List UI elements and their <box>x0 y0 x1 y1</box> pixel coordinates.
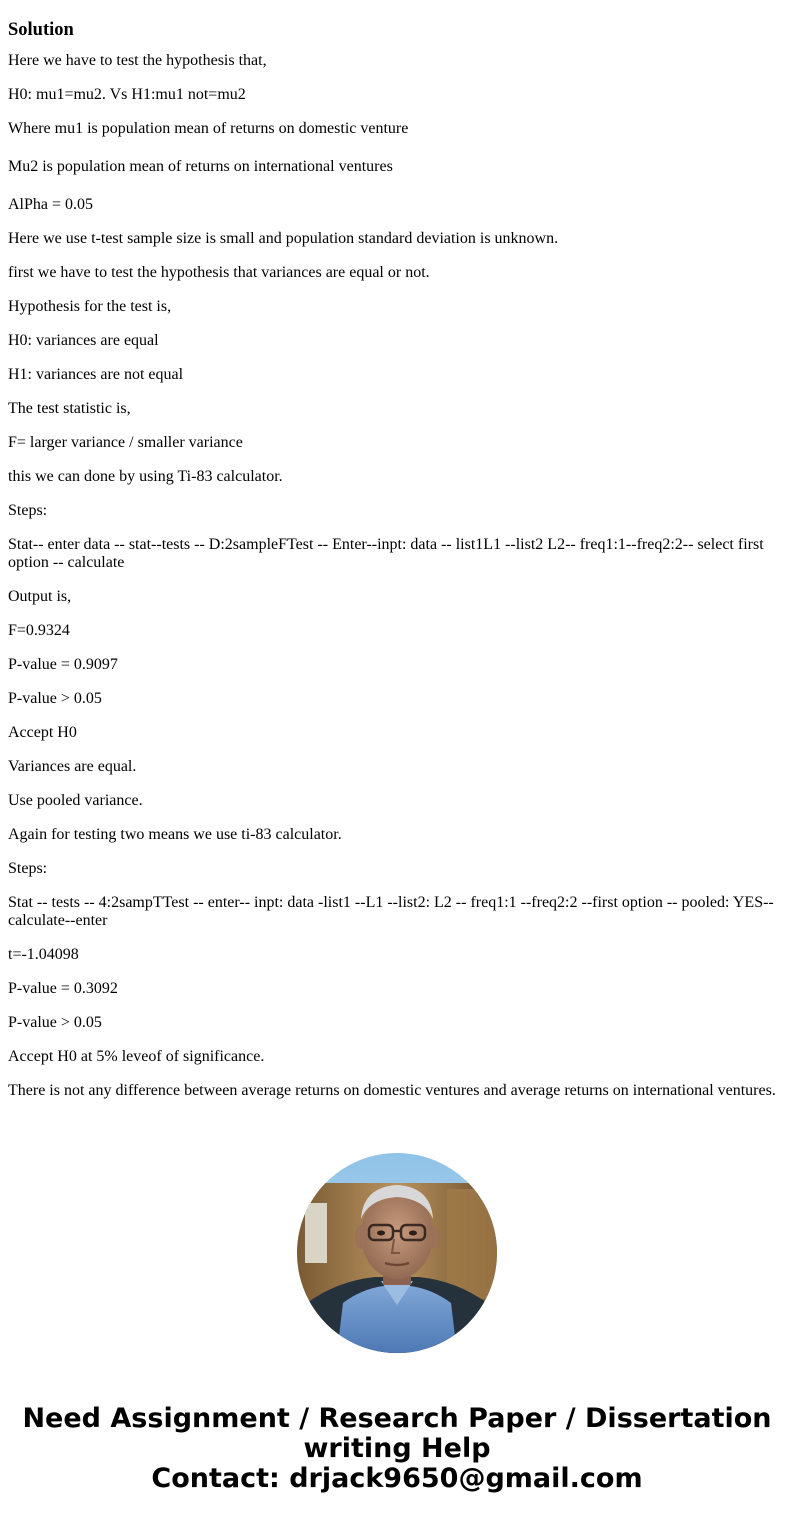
paragraph-hypothesis-intro: Here we have to test the hypothesis that, <box>8 52 267 69</box>
paragraph-f-pvalue-compare: P-value > 0.05 <box>8 690 102 707</box>
paragraph-accept-h0-significance: Accept H0 at 5% leveof of significance. <box>8 1048 265 1065</box>
paragraph-ftest-steps: Stat-- enter data -- stat--tests -- D:2sampleFTest -- Enter--inpt: data -- list1L1 --list2 L2-- freq1:1--freq2:2-- select first option -- calculate <box>8 536 764 571</box>
paragraph-mu2-definition: Mu2 is population mean of returns on international ventures <box>8 158 393 175</box>
paragraph-t-value: t=-1.04098 <box>8 946 79 963</box>
solution-document <box>8 19 786 1116</box>
paragraph-hypothesis-for-test: Hypothesis for the test is, <box>8 298 172 315</box>
paragraph-variances-equal: Variances are equal. <box>8 758 137 775</box>
paragraph-f-pvalue: P-value = 0.9097 <box>8 656 118 673</box>
promo-line-1: Need Assignment / Research Paper / Dissertation <box>22 1403 772 1434</box>
solution-title: Solution <box>8 20 74 40</box>
paragraph-steps-heading: Steps: <box>8 502 48 519</box>
paragraph-two-means-note: Again for testing two means we use ti-83 calculator. <box>8 826 342 843</box>
person-portrait-icon <box>297 1153 497 1353</box>
paragraph-null-hypothesis: H0: mu1=mu2. Vs H1:mu1 not=mu2 <box>8 86 246 103</box>
promo-contact-line: Contact: drjack9650@gmail.com <box>151 1463 643 1494</box>
paragraph-mu1-definition: Where mu1 is population mean of returns on domestic venture <box>8 120 409 137</box>
paragraph-t-pvalue-compare: P-value > 0.05 <box>8 1014 102 1031</box>
paragraph-h0-variances: H0: variances are equal <box>8 332 159 349</box>
paragraph-accept-h0: Accept H0 <box>8 724 77 741</box>
paragraph-output-heading: Output is, <box>8 588 72 605</box>
paragraph-pooled-variance: Use pooled variance. <box>8 792 143 809</box>
paragraph-steps-heading-2: Steps: <box>8 860 48 877</box>
promo-line-2: writing Help <box>303 1433 491 1464</box>
paragraph-ti83-note: this we can done by using Ti-83 calculator. <box>8 468 283 485</box>
paragraph-variance-test-intro: first we have to test the hypothesis that variances are equal or not. <box>8 264 430 281</box>
paragraph-f-formula: F= larger variance / smaller variance <box>8 434 243 451</box>
avatar <box>297 1153 497 1353</box>
paragraph-ttest-steps: Stat -- tests -- 4:2sampTTest -- enter-- inpt: data -list1 --L1 --list2: L2 -- freq1:1 --freq2:2 --first option -- pooled: YES--calculate--enter <box>8 894 774 929</box>
paragraph-t-test-reason: Here we use t-test sample size is small and population standard deviation is unknown. <box>8 230 559 247</box>
assignment-help-banner <box>0 1404 794 1494</box>
paragraph-conclusion: There is not any difference between average returns on domestic ventures and average returns on international ventures. <box>8 1082 776 1099</box>
paragraph-h1-variances: H1: variances are not equal <box>8 366 184 383</box>
paragraph-test-statistic: The test statistic is, <box>8 400 131 417</box>
paragraph-f-value: F=0.9324 <box>8 622 70 639</box>
paragraph-t-pvalue: P-value = 0.3092 <box>8 980 118 997</box>
paragraph-alpha: AlPha = 0.05 <box>8 196 94 213</box>
